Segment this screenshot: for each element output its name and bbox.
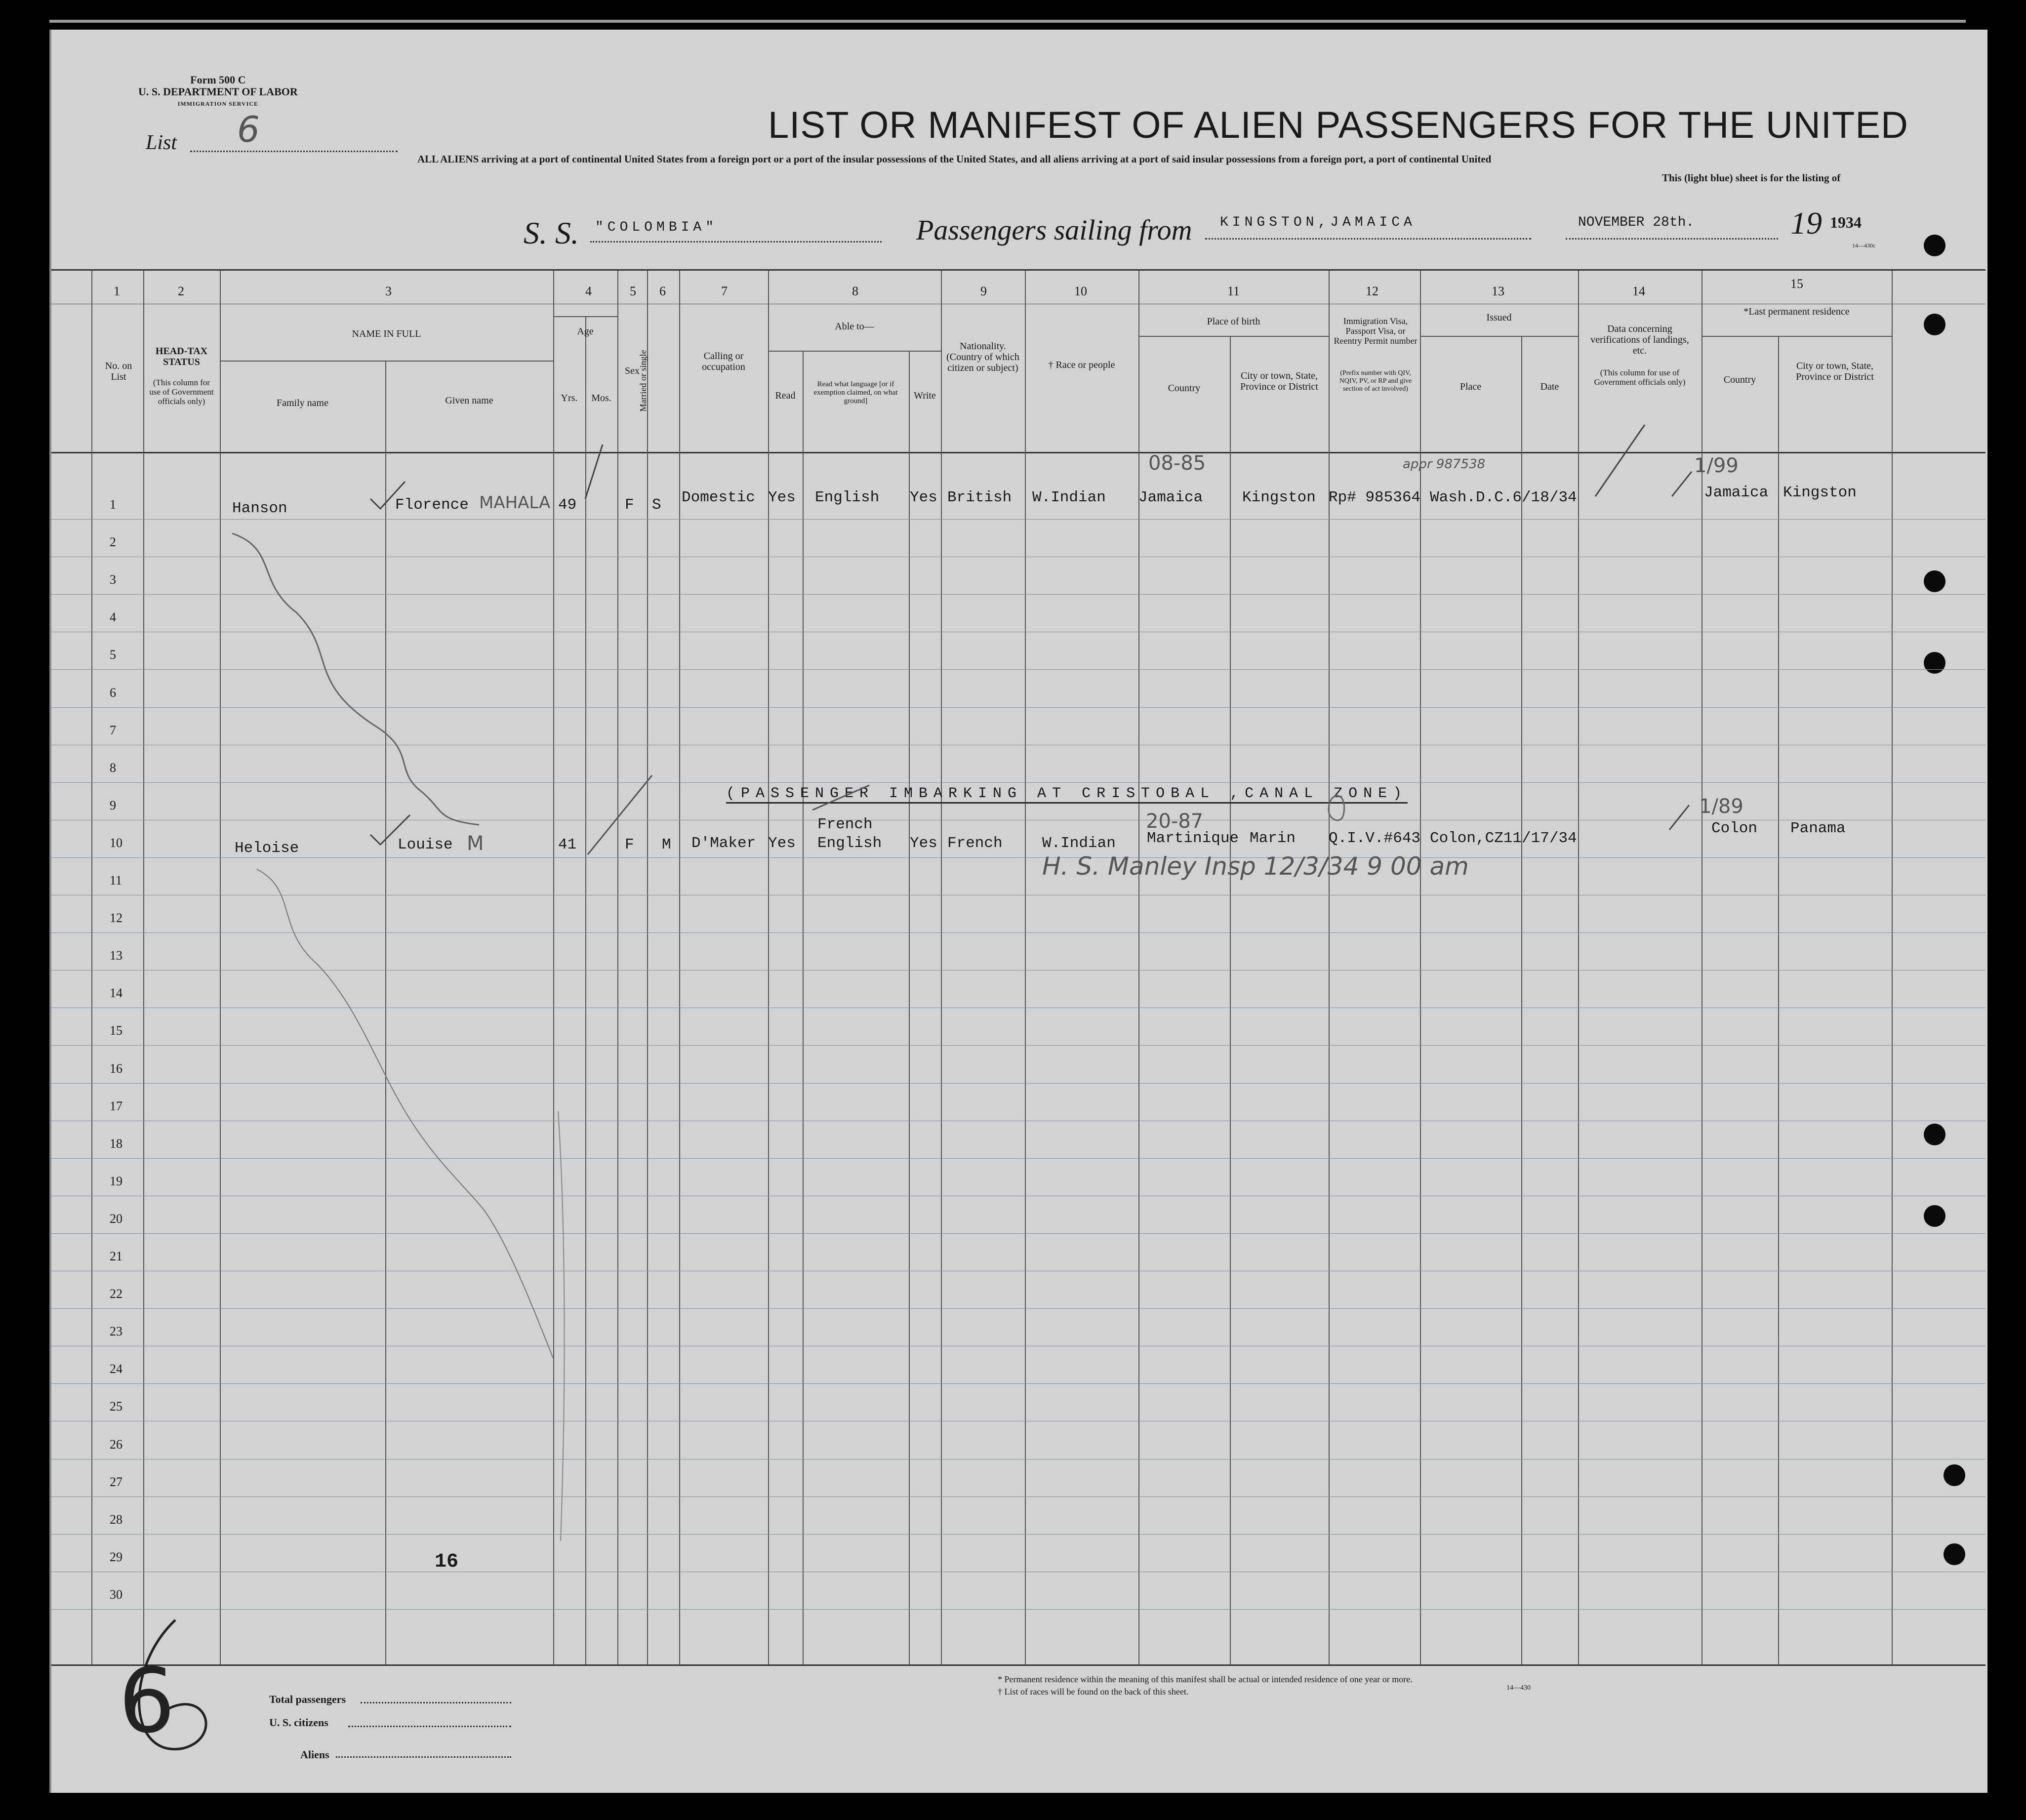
checkmark (1672, 472, 1692, 496)
row-number: 22 (110, 1287, 122, 1301)
p2-visa: Q.I.V.#643 (1329, 830, 1421, 847)
p1-age: 49 (558, 496, 577, 514)
header-residence-city: City or town, State, Province or District (1796, 361, 1874, 382)
header-name-in-full: NAME IN FULL (352, 328, 421, 339)
p1-family-name: Hanson (232, 500, 287, 517)
p2-given-name-handwritten: M (467, 832, 484, 855)
header-verifications: Data concerning verifications of landings, etc. (1590, 324, 1689, 356)
footer-aliens: Aliens (300, 1748, 329, 1761)
p2-issued: Colon,CZ11/17/34 (1430, 830, 1577, 847)
p2-race: W.Indian (1042, 835, 1116, 852)
checkmark (370, 482, 405, 509)
p1-given-name: Florence (395, 496, 469, 514)
row-number: 11 (110, 873, 122, 888)
row-number: 15 (110, 1023, 122, 1038)
p1-handwritten-code: 08-85 (1148, 452, 1206, 475)
pencil-loop (1329, 796, 1344, 820)
p2-write: Yes (910, 835, 937, 852)
footer-total-passengers: Total passengers (269, 1693, 346, 1705)
page-count: 16 (435, 1551, 459, 1573)
p2-birth-city: Marin (1250, 830, 1296, 847)
p1-visa: Rp# 985364 (1329, 489, 1421, 506)
p2-status: M (662, 836, 671, 853)
subtitle-line-2: This (light blue) sheet is for the listing of (1662, 172, 1841, 184)
p1-nationality: British (947, 489, 1012, 506)
row-number: 14 (110, 986, 122, 1001)
p2-sex: F (625, 836, 634, 853)
row-number: 4 (110, 610, 116, 625)
pencil-stroke (558, 1111, 565, 1541)
footnote-residence: * Permanent residence within the meaning of this manifest shall be actual or intended residence of one year or more. (998, 1674, 1413, 1684)
p2-nationality: French (947, 835, 1003, 852)
header-verifications-note: (This column for use of Government officials only) (1594, 368, 1686, 387)
footer-line (361, 1702, 511, 1703)
p1-residence-city: Kingston (1783, 484, 1857, 501)
header-able-to: Able to— (835, 321, 874, 332)
col-number-7: 7 (721, 284, 728, 298)
header-sex: Sex (625, 365, 640, 376)
corner-code: 14—430c (1852, 242, 1876, 249)
row-number: 6 (110, 685, 116, 700)
header-visa-note: (Prefix number with QIV, NQIV, PV, or RP and give section of act involved) (1339, 369, 1412, 393)
row-number: 12 (110, 911, 122, 926)
header-head-tax: HEAD-TAX STATUS (155, 346, 208, 367)
header-nationality: Nationality. (Country of which citizen or subject) (946, 341, 1019, 373)
p1-read: Yes (768, 489, 796, 506)
header-occupation: Calling or occupation (702, 351, 745, 372)
footer-line (336, 1756, 511, 1758)
row-number: 10 (110, 835, 122, 850)
checkmark (585, 445, 603, 499)
row-number: 19 (110, 1173, 122, 1188)
row-number: 26 (110, 1437, 122, 1452)
col-number-11: 11 (1227, 284, 1240, 298)
col-number-9: 9 (980, 284, 987, 298)
departure-date: NOVEMBER 28th. (1578, 215, 1695, 230)
header-age-years: Yrs. (561, 393, 578, 404)
p2-birth-country: Martinique (1147, 830, 1239, 847)
p2-handwritten-residence-code: 1/89 (1699, 795, 1743, 818)
col-number-6: 6 (659, 284, 666, 298)
departure-port: KINGSTON,JAMAICA (1220, 215, 1416, 230)
header-issued: Issued (1486, 312, 1512, 323)
col-number-4: 4 (585, 284, 592, 298)
p2-residence-city: Panama (1790, 820, 1846, 837)
p2-read: Yes (768, 835, 796, 852)
row-number: 7 (110, 723, 116, 737)
p1-handwritten-residence-code: 1/99 (1694, 454, 1739, 477)
list-label: List (146, 131, 177, 154)
header-birth-country: Country (1168, 383, 1201, 394)
row-number: 2 (110, 535, 116, 550)
year-prefix: 19 (1790, 205, 1822, 241)
pencil-squiggle (257, 869, 553, 1358)
list-number: 6 (237, 109, 260, 150)
row-number: 25 (110, 1399, 122, 1414)
row-number: 16 (110, 1061, 122, 1076)
row-number: 28 (110, 1512, 122, 1527)
department-name: U. S. DEPARTMENT OF LABOR (138, 85, 298, 98)
p1-race: W.Indian (1032, 489, 1106, 506)
col-number-10: 10 (1074, 284, 1087, 298)
row-number: 29 (110, 1549, 122, 1564)
header-write: Write (914, 390, 936, 401)
p2-language-2: English (817, 835, 882, 852)
p1-handwritten-approval: appr 987538 (1403, 457, 1486, 472)
row-number: 3 (110, 572, 116, 587)
p2-handwritten-code: 20-87 (1146, 810, 1204, 833)
p2-given-name: Louise (398, 836, 453, 853)
row-number: 1 (110, 497, 116, 512)
header-age: Age (577, 326, 594, 337)
ss-label: S. S. (524, 215, 579, 250)
header-issued-date: Date (1540, 381, 1559, 392)
header-issued-place: Place (1459, 381, 1482, 392)
p2-occupation: D'Maker (691, 835, 756, 852)
footer-us-citizens: U. S. citizens (269, 1716, 328, 1729)
p1-issued: Wash.D.C.6/18/34 (1430, 489, 1577, 506)
pencil-squiggle (232, 533, 479, 825)
p1-occupation: Domestic (682, 489, 755, 506)
year: 1934 (1830, 213, 1862, 231)
col-number-14: 14 (1632, 284, 1645, 298)
header-read-language: Read what language [or if exemption claimed, on what ground] (813, 380, 898, 405)
col-number-13: 13 (1492, 284, 1504, 298)
p2-language-1: French (817, 816, 873, 833)
col-number-15: 15 (1790, 277, 1803, 291)
sailing-label: Passengers sailing from (916, 214, 1192, 246)
row-number: 5 (110, 647, 116, 662)
row-number: 23 (110, 1324, 122, 1339)
inspector-signature: H. S. Manley Insp 12/3/34 9 00 am (1042, 852, 1469, 881)
header-age-months: Mos. (591, 393, 611, 404)
header-no-on-list: No. on List (105, 361, 132, 382)
header-race: † Race or people (1048, 360, 1115, 370)
checkmark (812, 785, 869, 810)
p1-birth-city: Kingston (1242, 489, 1316, 506)
row-number: 20 (110, 1211, 122, 1226)
p1-language: English (815, 489, 880, 506)
header-married-single: Married or single (638, 350, 648, 412)
checkmark (1595, 425, 1645, 496)
ship-name: "COLOMBIA" (595, 220, 718, 235)
header-residence-country: Country (1723, 374, 1756, 385)
col-number-3: 3 (385, 284, 392, 298)
p1-birth-country: Jamaica (1138, 489, 1203, 506)
margin-number: 6 (119, 1650, 175, 1753)
row-number: 18 (110, 1136, 122, 1151)
p1-write: Yes (910, 489, 937, 506)
row-number: 8 (110, 760, 116, 775)
header-birth-city: City or town, State, Province or District (1240, 370, 1318, 392)
col-number-5: 5 (630, 284, 636, 298)
footer-code: 14—430 (1506, 1684, 1531, 1692)
checkmark (588, 775, 652, 854)
subtitle-line-1: ALL ALIENS arriving at a port of continental United States from a foreign port or a port of the insular possessions of the United States, and all aliens arriving at a port of said insular possessions from a foreign port, a port of continental United (417, 153, 1492, 165)
service-name: IMMIGRATION SERVICE (177, 100, 259, 107)
row-number: 24 (110, 1362, 122, 1376)
col-number-8: 8 (852, 284, 858, 298)
p2-age: 41 (558, 836, 577, 853)
p1-given-name-handwritten: MAHALA (479, 493, 551, 513)
col-number-12: 12 (1366, 284, 1378, 298)
row-number: 30 (110, 1587, 122, 1602)
header-place-of-birth: Place of birth (1207, 316, 1260, 327)
p2-residence-country: Colon (1711, 820, 1758, 837)
footnote-races: † List of races will be found on the back of this sheet. (998, 1687, 1189, 1697)
header-visa: Immigration Visa, Passport Visa, or Reentry Permit number (1334, 316, 1418, 346)
row-number: 17 (110, 1098, 122, 1113)
page-title: LIST OR MANIFEST OF ALIEN PASSENGERS FOR THE UNITED (768, 104, 1908, 146)
header-last-residence: *Last permanent residence (1743, 306, 1850, 317)
header-read: Read (775, 390, 796, 401)
footer-line (348, 1726, 511, 1727)
p1-residence-country: Jamaica (1704, 484, 1769, 501)
row-number: 13 (110, 948, 122, 963)
col-number-2: 2 (178, 284, 184, 298)
col-number-1: 1 (114, 284, 120, 298)
row-number: 9 (110, 798, 116, 812)
header-given-name: Given name (445, 395, 493, 406)
header-family-name: Family name (277, 398, 328, 408)
checkmark (1669, 805, 1689, 830)
row-number: 21 (110, 1249, 122, 1263)
p1-status: S (652, 496, 661, 514)
row-number: 27 (110, 1474, 122, 1489)
header-head-tax-note: (This column for use of Government officials only) (149, 378, 214, 406)
checkmark (370, 815, 410, 845)
embarkation-note: (PASSENGER IMBARKING AT CRISTOBAL ,CANAL ZONE) (726, 785, 1408, 804)
form-number: Form 500 C (190, 74, 246, 86)
p1-sex: F (625, 496, 634, 514)
p2-family-name: Heloise (235, 840, 299, 857)
